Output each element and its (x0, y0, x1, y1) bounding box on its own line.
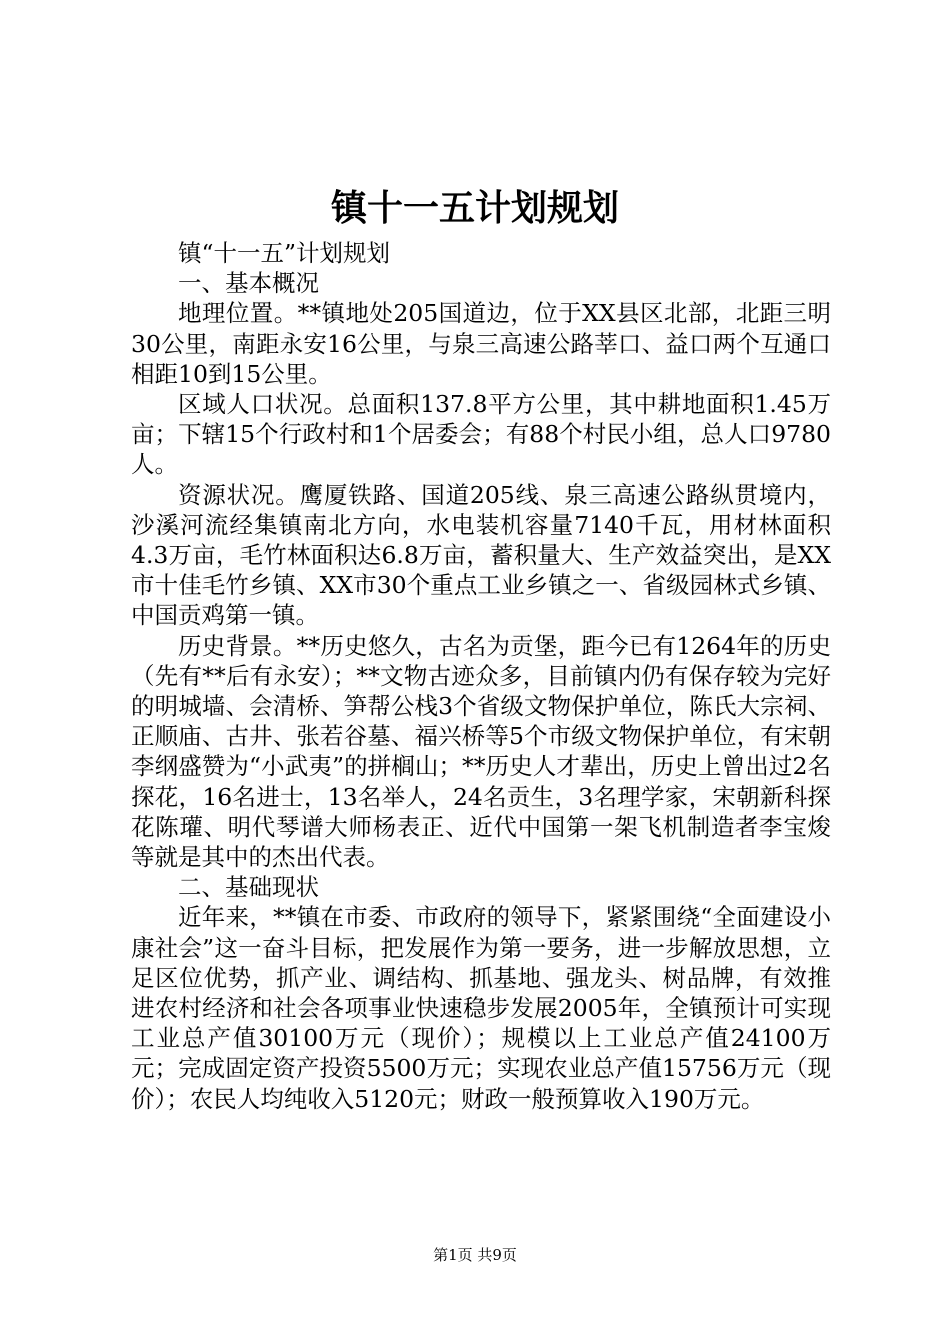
section-heading-2: 二、基础现状 (178, 873, 319, 902)
page-footer: 第1页 共9页 (433, 1246, 517, 1264)
paragraph-history: 历史背景。**历史悠久，古名为贡堡，距今已有1264年的历史（先有**后有永安）；**文物古迹众多，目前镇内仍有保存较为完好的明城墙、会清桥、笋帮公栈3个省级文物保护单位，陈氏大宗祠、正顺庙、古井、张若谷墓、福兴桥等5个市级文物保护单位，有宋朝李纲盛赞为“小武夷”的拼榈山；**历史人才辈出，历史上曾出过2名探花，16名进士，13名举人，24名贡生，3名理学家，宋朝新科探花陈瓘、明代琴谱大师杨表正、近代中国第一架飞机制造者李宝焌等就是其中的杰出代表。 (131, 631, 831, 872)
paragraph-population: 区域人口状况。总面积137.8平方公里，其中耕地面积1.45万亩；下辖15个行政村和1个居委会；有88个村民小组，总人口9780人。 (131, 390, 831, 479)
paragraph-location: 地理位置。**镇地处205国道边，位于XX县区北部，北距三明30公里，南距永安16公里，与泉三高速公路莘口、益口两个互通口相距10到15公里。 (131, 299, 831, 388)
document-body (131, 238, 831, 1114)
subtitle-paragraph: 镇“十一五”计划规划 (178, 239, 391, 267)
paragraph-resources: 资源状况。鹰厦铁路、国道205线、泉三高速公路纵贯境内，沙溪河流经集镇南北方向，水电装机容量7140千瓦，用材林面积4.3万亩，毛竹林面积达6.8万亩，蓄积量大、生产效益突出，是XX市十佳毛竹乡镇、XX市30个重点工业乡镇之一、省级园林式乡镇、中国贡鸡第一镇。 (131, 480, 831, 630)
section-heading-1: 一、基本概况 (178, 269, 319, 298)
paragraph-current-status: 近年来，**镇在市委、市政府的领导下，紧紧围绕“全面建设小康社会”这一奋斗目标，把发展作为第一要务，进一步解放思想，立足区位优势，抓产业、调结构、抓基地、强龙头、树品牌，有效推进农村经济和社会各项事业快速稳步发展2005年，全镇预计可实现工业总产值30100万元（现价）；规模以上工业总产值24100万元；完成固定资产投资5500万元；实现农业总产值15756万元（现价）；农民人均纯收入5120元；财政一般预算收入190万元。 (131, 903, 831, 1113)
document-title: 镇十一五计划规划 (330, 187, 619, 229)
